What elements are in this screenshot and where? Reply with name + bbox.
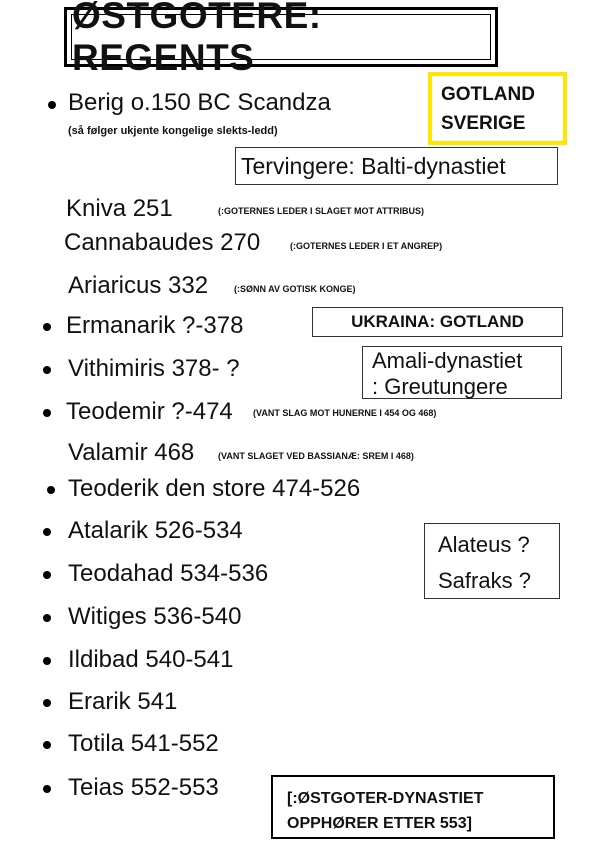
- amali-line-1: Amali-dynastiet: [372, 348, 523, 373]
- ruler-teodemir-note: (VANT SLAG MOT HUNERNE I 454 OG 468): [253, 408, 437, 418]
- ruler-ildibad: Ildibad 540-541: [68, 646, 234, 673]
- amali-line-2: : Greutungere: [372, 374, 508, 399]
- bullet-icon: [43, 741, 51, 749]
- ruler-atalarik: Atalarik 526-534: [68, 517, 243, 544]
- ruler-ariaricus-note: (:SØNN AV GOTISK KONGE): [234, 284, 356, 294]
- ruler-valamir-note: (VANT SLAGET VED BASSIANÆ: SREM I 468): [218, 451, 414, 461]
- amali-box: [362, 346, 562, 399]
- bullet-icon: [43, 323, 51, 331]
- ruler-valamir: Valamir 468: [68, 439, 195, 466]
- bullet-icon: [43, 366, 51, 374]
- ruler-totila: Totila 541-552: [68, 730, 219, 757]
- alateus-line-1: Alateus ?: [438, 532, 530, 557]
- tervingere-box: Tervingere: Balti-dynastiet: [235, 147, 558, 185]
- ruler-ariaricus: Ariaricus 332: [68, 272, 209, 299]
- bullet-icon: [43, 614, 51, 622]
- alateus-box: [424, 523, 560, 599]
- bullet-icon: [43, 785, 51, 793]
- bullet-icon: [43, 409, 51, 417]
- ruler-teoderik: Teoderik den store 474-526: [68, 475, 361, 502]
- ruler-berig-note: (så følger ukjente kongelige slekts-ledd): [68, 125, 278, 137]
- gotland-line-2: SVERIGE: [441, 112, 526, 134]
- ruler-erarik: Erarik 541: [68, 688, 178, 715]
- end-box: [271, 775, 555, 839]
- ukraina-box: UKRAINA: GOTLAND: [312, 307, 563, 337]
- ruler-teias: Teias 552-553: [68, 774, 219, 801]
- ruler-teodahad: Teodahad 534-536: [68, 560, 269, 587]
- gotland-line-1: GOTLAND: [441, 83, 535, 105]
- alateus-line-2: Safraks ?: [438, 568, 531, 593]
- ruler-teodemir: Teodemir ?-474: [66, 398, 233, 425]
- bullet-icon: [48, 101, 56, 109]
- bullet-icon: [47, 486, 55, 494]
- bullet-icon: [43, 571, 51, 579]
- ruler-kniva: Kniva 251: [66, 195, 173, 222]
- ruler-witiges: Witiges 536-540: [68, 603, 242, 630]
- gotland-box: [428, 72, 567, 145]
- bullet-icon: [43, 657, 51, 665]
- end-line-2: OPPHØRER ETTER 553]: [287, 815, 472, 832]
- end-line-1: [:ØSTGOTER-DYNASTIET: [287, 790, 484, 807]
- ruler-vithimiris: Vithimiris 378- ?: [68, 355, 240, 382]
- bullet-icon: [43, 699, 51, 707]
- ruler-cannabaudes-note: (:GOTERNES LEDER I ET ANGREP): [290, 241, 443, 251]
- title-box: [64, 0, 498, 78]
- page-title: ØSTGOTERE: REGENTS: [71, 14, 491, 60]
- ruler-berig: Berig o.150 BC Scandza: [68, 89, 331, 116]
- ruler-cannabaudes: Cannabaudes 270: [64, 229, 261, 256]
- ruler-ermanarik: Ermanarik ?-378: [66, 312, 244, 339]
- ruler-kniva-note: (:GOTERNES LEDER I SLAGET MOT ATTRIBUS): [218, 206, 424, 216]
- bullet-icon: [43, 528, 51, 536]
